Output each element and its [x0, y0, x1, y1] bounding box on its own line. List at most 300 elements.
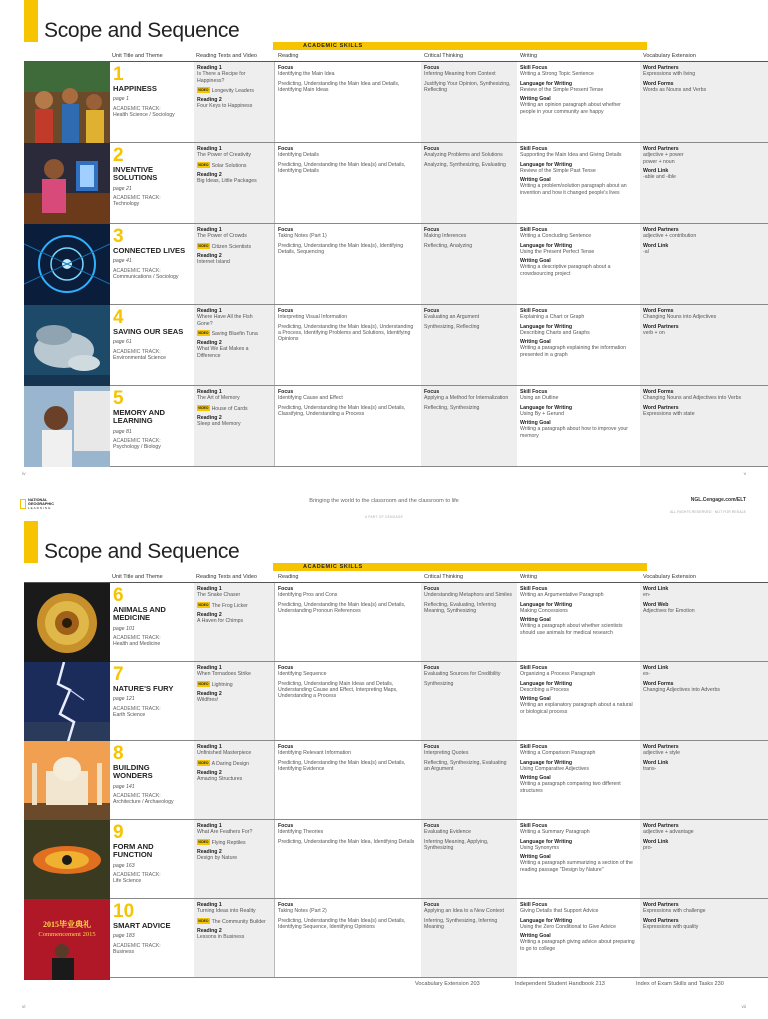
- reading-subskills: Predicting, Understanding Main Ideas and Details, Understanding Cause and Effect, Interpreting Maps, Understanding a Process: [278, 680, 398, 700]
- unit-title: BUILDING WONDERS: [113, 763, 153, 781]
- reading1-title: Is There a Recipe for Happiness?: [197, 71, 246, 84]
- skill-focus-label: Skill Focus: [520, 389, 548, 395]
- language-label: Language for Writing: [520, 404, 573, 411]
- reading-skills-cell: [274, 820, 421, 898]
- reading-skills-cell: [274, 386, 421, 466]
- writing-goal: Writing a descriptive paragraph about a crowdsourcing project: [520, 264, 611, 277]
- critical-subskills: Synthesizing: [424, 680, 454, 687]
- unit-title-cell[interactable]: [110, 224, 194, 304]
- reading-subskills: Predicting, Understanding the Main Idea(s) and Details, Understanding Pronoun References: [278, 601, 406, 614]
- vocab1: ex-: [643, 671, 651, 678]
- vocabulary-cell: [640, 386, 768, 466]
- ngl-url[interactable]: NGL.Cengage.com/ELT: [690, 497, 746, 503]
- reading-focus: Identifying Sequence: [278, 671, 327, 678]
- vocab1-label: Word Forms: [643, 389, 674, 395]
- language-for-writing: Describing a Process: [520, 686, 570, 693]
- critical-subskills: Inferring Meaning, Applying, Synthesizing: [424, 838, 489, 851]
- unit-page: page 81: [113, 428, 132, 435]
- reading1-title: When Tornadoes Strike: [197, 671, 251, 678]
- skill-focus-label: Skill Focus: [520, 823, 548, 829]
- critical-focus-label: Focus: [424, 665, 440, 671]
- unit-photo: [24, 386, 110, 467]
- unit-photo: [24, 820, 110, 901]
- folio-right: v: [743, 472, 746, 477]
- reading-focus: Taking Notes (Part 2): [278, 908, 327, 915]
- vocab1: Changing Nouns into Adjectives: [643, 314, 717, 321]
- unit-number: 8: [113, 743, 124, 764]
- video-title: Citizen Scientists: [211, 243, 252, 250]
- unit-number: 1: [113, 64, 124, 85]
- readings-cell: [194, 305, 274, 385]
- unit-row: [24, 662, 768, 741]
- video-entry: [197, 87, 269, 94]
- folio-right-2: vii: [741, 1005, 746, 1010]
- readings-cell: [194, 662, 274, 740]
- critical-focus: Making Inferences: [424, 233, 467, 240]
- video-title: Lightning: [211, 681, 233, 688]
- writing-cell: [517, 305, 640, 385]
- language-for-writing: Describing Charts and Graphs: [520, 329, 590, 336]
- critical-thinking-cell: [421, 143, 517, 223]
- back-matter-link-vocab[interactable]: Vocabulary Extension 203: [415, 981, 480, 987]
- vocab1-label: Word Link: [643, 665, 669, 671]
- writing-goal-label: Writing Goal: [520, 775, 551, 782]
- critical-focus-label: Focus: [424, 227, 440, 233]
- video-entry: [197, 681, 269, 688]
- skill-focus: Writing a Summary Paragraph: [520, 829, 590, 836]
- critical-focus-label: Focus: [424, 146, 440, 152]
- language-label: Language for Writing: [520, 680, 573, 687]
- academic-track: Architecture / Archaeology: [113, 799, 174, 806]
- skill-focus: Supporting the Main Idea and Giving Details: [520, 152, 622, 159]
- reading2-title: What We Eat Makes a Difference: [197, 346, 249, 359]
- video-title: Longevity Leaders: [211, 87, 254, 94]
- reading2-title: Lessons in Business: [197, 934, 245, 941]
- vocab2: pro-: [643, 844, 653, 851]
- critical-thinking-cell: [421, 224, 517, 304]
- reading1-label: Reading 1: [197, 665, 222, 671]
- critical-thinking-cell: [421, 305, 517, 385]
- vocabulary-cell: [640, 62, 768, 142]
- reading2-label: Reading 2: [197, 769, 222, 776]
- vocab1-label: Word Partners: [643, 65, 679, 71]
- skill-focus-label: Skill Focus: [520, 146, 548, 152]
- page-title: Scope and Sequence: [44, 19, 240, 42]
- unit-row: [24, 386, 768, 467]
- critical-focus: Analyzing Problems and Solutions: [424, 152, 503, 159]
- academic-track-label: ACADEMIC TRACK:: [113, 105, 161, 112]
- unit-title-cell[interactable]: [110, 662, 194, 740]
- reading2-label: Reading 2: [197, 690, 222, 697]
- accent-bar: [24, 521, 38, 563]
- reading-focus-label: Focus: [278, 744, 294, 750]
- skill-focus-label: Skill Focus: [520, 65, 548, 71]
- critical-focus: Understanding Metaphors and Similes: [424, 592, 512, 599]
- critical-focus-label: Focus: [424, 744, 440, 750]
- language-label: Language for Writing: [520, 759, 573, 766]
- academic-track: Life Science: [113, 878, 142, 885]
- writing-cell: [517, 741, 640, 819]
- writing-cell: [517, 62, 640, 142]
- header-critical: Critical Thinking: [424, 574, 464, 580]
- writing-goal: Writing a paragraph explaining the information presented in a graph: [520, 345, 627, 358]
- skill-focus: Giving Details that Support Advice: [520, 908, 599, 915]
- writing-cell: [517, 583, 640, 661]
- unit-title-cell[interactable]: [110, 305, 194, 385]
- skill-focus-label: Skill Focus: [520, 586, 548, 592]
- reading-focus-label: Focus: [278, 389, 294, 395]
- writing-cell: [517, 224, 640, 304]
- unit-photo: [24, 662, 110, 743]
- academic-skills-band: ACADEMIC SKILLS: [273, 42, 647, 50]
- writing-goal-label: Writing Goal: [520, 339, 551, 346]
- rights-note: ALL RIGHTS RESERVED · NOT FOR RESALE: [669, 510, 746, 514]
- language-label: Language for Writing: [520, 838, 573, 845]
- unit-number: 4: [113, 307, 124, 328]
- academic-track-label: ACADEMIC TRACK:: [113, 348, 161, 355]
- language-for-writing: Using Comparative Adjectives: [520, 765, 589, 772]
- language-label: Language for Writing: [520, 917, 573, 924]
- video-badge-icon: VIDEO: [198, 162, 209, 167]
- video-title: House of Cards: [211, 405, 248, 412]
- vocab2-label: Word Partners: [643, 917, 679, 924]
- unit-row: [24, 899, 768, 978]
- strapline: Bringing the world to the classroom and the classroom to life: [309, 498, 459, 504]
- column-headers: [110, 573, 768, 581]
- unit-number: 5: [113, 388, 124, 409]
- critical-subskills: Analyzing, Synthesizing, Evaluating: [424, 161, 506, 168]
- header-writing: Writing: [520, 574, 538, 580]
- reading-focus: Identifying Pros and Cons: [278, 592, 338, 599]
- unit-page: page 21: [113, 185, 132, 192]
- readings-cell: [194, 741, 274, 819]
- header-reading: Reading: [278, 574, 299, 580]
- reading-subskills: Predicting, Understanding the Main Idea(s), Understanding a Process, Identifying Problems and Solutions, Identifying Opinions: [278, 323, 414, 343]
- unit-number: 3: [113, 226, 124, 247]
- spread-1: [0, 0, 768, 480]
- header-readings: Reading Texts and Video: [196, 574, 257, 580]
- header-critical: Critical Thinking: [424, 53, 464, 59]
- critical-focus-label: Focus: [424, 65, 440, 71]
- vocab2: trans-: [643, 765, 657, 772]
- critical-thinking-cell: [421, 583, 517, 661]
- language-for-writing: Making Concessions: [520, 607, 568, 614]
- header-unit: Unit Title and Theme: [112, 574, 163, 580]
- back-matter-link-index[interactable]: Index of Exam Skills and Tasks 230: [636, 981, 724, 987]
- header-vocab: Vocabulary Extension: [643, 574, 696, 580]
- critical-subskills: Inferring, Synthesizing, Inferring Meaning: [424, 917, 498, 930]
- reading2-title: Sleep and Memory: [197, 421, 241, 428]
- reading-focus-label: Focus: [278, 146, 294, 152]
- reading2-label: Reading 2: [197, 848, 222, 855]
- reading2-title: Four Keys to Happiness: [197, 103, 253, 110]
- critical-subskills: Reflecting, Synthesizing: [424, 404, 480, 411]
- vocab2: -al: [643, 248, 649, 255]
- accent-bar: [24, 0, 38, 42]
- reading1-title: Where Have All the Fish Gone?: [197, 314, 253, 327]
- reading-focus: Interpreting Visual Information: [278, 314, 348, 321]
- vocab2-label: Word Forms: [643, 680, 674, 687]
- folio-left: iv: [22, 472, 26, 477]
- reading1-title: The Snake Chaser: [197, 592, 241, 599]
- critical-focus-label: Focus: [424, 586, 440, 592]
- readings-cell: [194, 143, 274, 223]
- writing-goal: Writing a paragraph about whether scientists should use animals for medical research: [520, 623, 623, 636]
- reading2-label: Reading 2: [197, 171, 222, 178]
- unit-title-cell[interactable]: [110, 143, 194, 223]
- video-title: A Daring Design: [211, 760, 250, 767]
- unit-page: page 41: [113, 258, 132, 265]
- critical-subskills: Reflecting, Synthesizing, Evaluating an Argument: [424, 759, 507, 772]
- reading2-title: Design by Nature: [197, 855, 238, 862]
- unit-title: ANIMALS AND MEDICINE: [113, 605, 166, 623]
- vocabulary-cell: [640, 224, 768, 304]
- language-for-writing: Using the Present Perfect Tense: [520, 248, 595, 255]
- unit-row: [24, 820, 768, 899]
- video-title: The Community Builder: [211, 918, 266, 925]
- logo-line-2: GEOGRAPHIC: [28, 502, 54, 507]
- writing-cell: [517, 662, 640, 740]
- skill-focus: Organizing a Process Paragraph: [520, 671, 596, 678]
- unit-title: HAPPINESS: [113, 84, 157, 93]
- reading-subskills: Predicting, Understanding the Main Idea(s) and Details, Identifying Sequence, Identifying Opinions: [278, 917, 406, 930]
- reading2-label: Reading 2: [197, 340, 222, 347]
- reading1-label: Reading 1: [197, 308, 222, 314]
- writing-goal: Writing an opinion paragraph about whether people in your community are happy: [520, 102, 621, 115]
- vocabulary-cell: [640, 899, 768, 977]
- vocab2-label: Word Link: [643, 759, 669, 766]
- critical-focus-label: Focus: [424, 308, 440, 314]
- unit-title-cell[interactable]: [110, 899, 194, 977]
- unit-title-cell[interactable]: [110, 62, 194, 142]
- vocab2-label: Word Forms: [643, 80, 674, 87]
- video-badge-icon: VIDEO: [198, 602, 209, 607]
- skill-focus: Writing an Argumentative Paragraph: [520, 592, 604, 599]
- vocab1-label: Word Partners: [643, 744, 679, 750]
- video-entry: [197, 330, 269, 337]
- unit-title: SMART ADVICE: [113, 921, 171, 930]
- vocabulary-cell: [640, 820, 768, 898]
- unit-title-cell[interactable]: [110, 741, 194, 819]
- unit-title-cell[interactable]: [110, 820, 194, 898]
- writing-goal: Writing a paragraph about how to improve your memory: [520, 426, 629, 439]
- academic-track: Psychology / Biology: [113, 444, 161, 451]
- header-writing: Writing: [520, 53, 538, 59]
- unit-title: INVENTIVE SOLUTIONS: [113, 165, 158, 183]
- unit-title-cell[interactable]: [110, 386, 194, 466]
- writing-goal: Writing a paragraph comparing two different structures: [520, 781, 621, 794]
- vocab2-label: Word Partners: [643, 404, 679, 411]
- unit-row: [24, 143, 768, 224]
- unit-title: CONNECTED LIVES: [113, 246, 186, 255]
- academic-track-label: ACADEMIC TRACK:: [113, 793, 161, 800]
- vocab1: adjective + contribution: [643, 233, 697, 240]
- video-badge-icon: VIDEO: [198, 839, 209, 844]
- writing-goal: Writing a problem/solution paragraph about an invention and how it changed people's lives: [520, 183, 627, 196]
- academic-skills-band: ACADEMIC SKILLS: [273, 563, 647, 571]
- readings-cell: [194, 62, 274, 142]
- vocab1: adjective + advantage: [643, 829, 694, 836]
- readings-cell: [194, 386, 274, 466]
- vocab2: Expressions with state: [643, 410, 695, 417]
- video-badge-icon: VIDEO: [198, 681, 209, 686]
- vocabulary-cell: [640, 305, 768, 385]
- unit-photo: [24, 143, 110, 224]
- logo-line-1: NATIONAL: [28, 498, 48, 502]
- reading-focus: Identifying the Main Idea: [278, 71, 335, 78]
- vocab1: Expressions with living: [643, 71, 696, 78]
- critical-focus: Inferring Meaning from Context: [424, 71, 496, 78]
- video-badge-icon: VIDEO: [198, 405, 209, 410]
- reading-skills-cell: [274, 62, 421, 142]
- vocab1-label: Word Link: [643, 586, 669, 592]
- unit-number: 10: [113, 901, 135, 922]
- vocab2-label: Word Web: [643, 601, 669, 608]
- reading-skills-cell: [274, 899, 421, 977]
- unit-photo: [24, 305, 110, 386]
- unit-title: NATURE'S FURY: [113, 684, 174, 693]
- writing-cell: [517, 899, 640, 977]
- unit-number: 9: [113, 822, 124, 843]
- reading1-label: Reading 1: [197, 146, 222, 152]
- reading-skills-cell: [274, 143, 421, 223]
- vocab2: verb + on: [643, 329, 665, 336]
- unit-title: MEMORY AND LEARNING: [113, 408, 166, 426]
- vocabulary-cell: [640, 662, 768, 740]
- video-entry: [197, 760, 269, 767]
- video-badge-icon: VIDEO: [198, 760, 209, 765]
- video-title: Flying Reptiles: [211, 839, 246, 846]
- reading-focus-label: Focus: [278, 308, 294, 314]
- writing-cell: [517, 143, 640, 223]
- critical-subskills: Synthesizing, Reflecting: [424, 323, 480, 330]
- critical-focus: Applying a Method for Internalization: [424, 395, 509, 402]
- writing-goal: Writing an explanatory paragraph about a natural or biological process: [520, 702, 633, 715]
- academic-track: Communications / Sociology: [113, 274, 179, 280]
- vocab1-label: Word Partners: [643, 146, 679, 152]
- academic-track: Business: [113, 949, 135, 955]
- writing-goal-label: Writing Goal: [520, 696, 551, 703]
- unit-page: page 183: [113, 933, 135, 940]
- reading-focus-label: Focus: [278, 227, 294, 233]
- back-matter-link-handbook[interactable]: Independent Student Handbook 213: [515, 981, 605, 987]
- reading-focus-label: Focus: [278, 65, 294, 71]
- folio-left-2: vi: [22, 1005, 26, 1010]
- reading2-label: Reading 2: [197, 611, 222, 618]
- critical-focus: Evaluating Evidence: [424, 829, 472, 836]
- academic-track: Technology: [113, 201, 140, 208]
- writing-cell: [517, 386, 640, 466]
- unit-title: SAVING OUR SEAS: [113, 327, 184, 336]
- academic-track: Health and Medicine: [113, 641, 161, 648]
- column-headers: [110, 52, 768, 60]
- reading-focus: Identifying Theories: [278, 829, 324, 836]
- reading2-title: A Haven for Chimps: [197, 618, 244, 625]
- vocab1-extra: power + noun: [643, 158, 675, 165]
- unit-photo: [24, 224, 110, 305]
- skill-focus: Writing a Concluding Sentence: [520, 233, 592, 240]
- reading1-title: The Power of Crowds: [197, 233, 247, 240]
- reading-subskills: Predicting, Understanding the Main Idea(s), Identifying Details, Sequencing: [278, 242, 404, 255]
- academic-track: Health Science / Sociology: [113, 112, 175, 118]
- reading-focus-label: Focus: [278, 823, 294, 829]
- unit-number: 6: [113, 585, 124, 606]
- unit-photo: [24, 62, 110, 143]
- vocab2-label: Word Link: [643, 838, 669, 845]
- reading1-title: Turning Ideas into Reality: [197, 908, 256, 915]
- unit-page: page 61: [113, 339, 132, 346]
- skill-focus: Writing a Strong Topic Sentence: [520, 71, 594, 78]
- writing-goal-label: Writing Goal: [520, 420, 551, 427]
- critical-focus: Evaluating Sources for Credibility: [424, 671, 501, 678]
- header-reading: Reading: [278, 53, 299, 59]
- video-entry: [197, 602, 269, 609]
- language-label: Language for Writing: [520, 323, 573, 330]
- writing-goal-label: Writing Goal: [520, 258, 551, 265]
- vocab1: adjective + power: [643, 152, 684, 159]
- unit-photo: [24, 899, 110, 980]
- academic-track: Earth Science: [113, 712, 146, 718]
- unit-row: [24, 583, 768, 662]
- video-entry: [197, 243, 269, 250]
- video-badge-icon: VIDEO: [198, 87, 209, 92]
- reading2-title: Wildfires!: [197, 697, 219, 704]
- unit-row: [24, 224, 768, 305]
- critical-thinking-cell: [421, 662, 517, 740]
- unit-page: page 101: [113, 625, 135, 632]
- video-badge-icon: VIDEO: [198, 243, 209, 248]
- unit-page: page 121: [113, 696, 135, 703]
- writing-goal-label: Writing Goal: [520, 177, 551, 184]
- skill-focus: Using an Outline: [520, 395, 559, 402]
- language-for-writing: Using By + Gerund: [520, 410, 564, 417]
- critical-subskills: Justifying Your Opinion, Synthesizing, Reflecting: [424, 80, 511, 93]
- reading1-label: Reading 1: [197, 744, 222, 750]
- academic-track-label: ACADEMIC TRACK:: [113, 438, 161, 445]
- vocabulary-cell: [640, 143, 768, 223]
- vocab1: Changing Nouns and Adjectives into Verbs: [643, 395, 742, 402]
- critical-focus: Applying an Idea to a New Context: [424, 908, 504, 915]
- reading-focus: Identifying Cause and Effect: [278, 395, 343, 402]
- reading1-title: The Art of Memory: [197, 395, 240, 402]
- reading-focus: Identifying Details: [278, 152, 319, 159]
- vocab2: Words as Nouns and Verbs: [643, 86, 707, 93]
- video-entry: [197, 162, 269, 169]
- vocab2: Expressions with quality: [643, 923, 699, 930]
- critical-thinking-cell: [421, 741, 517, 819]
- unit-title-cell[interactable]: [110, 583, 194, 661]
- skill-focus-label: Skill Focus: [520, 744, 548, 750]
- reading-skills-cell: [274, 741, 421, 819]
- academic-track-label: ACADEMIC TRACK:: [113, 267, 161, 274]
- reading2-label: Reading 2: [197, 927, 222, 934]
- language-label: Language for Writing: [520, 242, 573, 249]
- reading2-label: Reading 2: [197, 252, 222, 259]
- reading1-title: Unfinished Masterpiece: [197, 750, 252, 757]
- svg-text:Commencement 2015: Commencement 2015: [38, 931, 96, 938]
- vocab2-label: Word Link: [643, 167, 669, 174]
- reading1-title: What Are Feathers For?: [197, 829, 253, 836]
- readings-cell: [194, 224, 274, 304]
- unit-page: page 163: [113, 862, 135, 869]
- critical-subskills: Reflecting, Evaluating, Inferring Meaning, Synthesizing: [424, 601, 497, 614]
- vocab1-label: Word Forms: [643, 308, 674, 314]
- reading1-label: Reading 1: [197, 586, 222, 592]
- reading2-title: Big Ideas, Little Packages: [197, 178, 257, 185]
- reading-subskills: Predicting, Understanding the Main Idea, Identifying Details: [278, 838, 415, 845]
- reading-focus: Taking Notes (Part 1): [278, 233, 327, 240]
- vocab1-label: Word Partners: [643, 902, 679, 908]
